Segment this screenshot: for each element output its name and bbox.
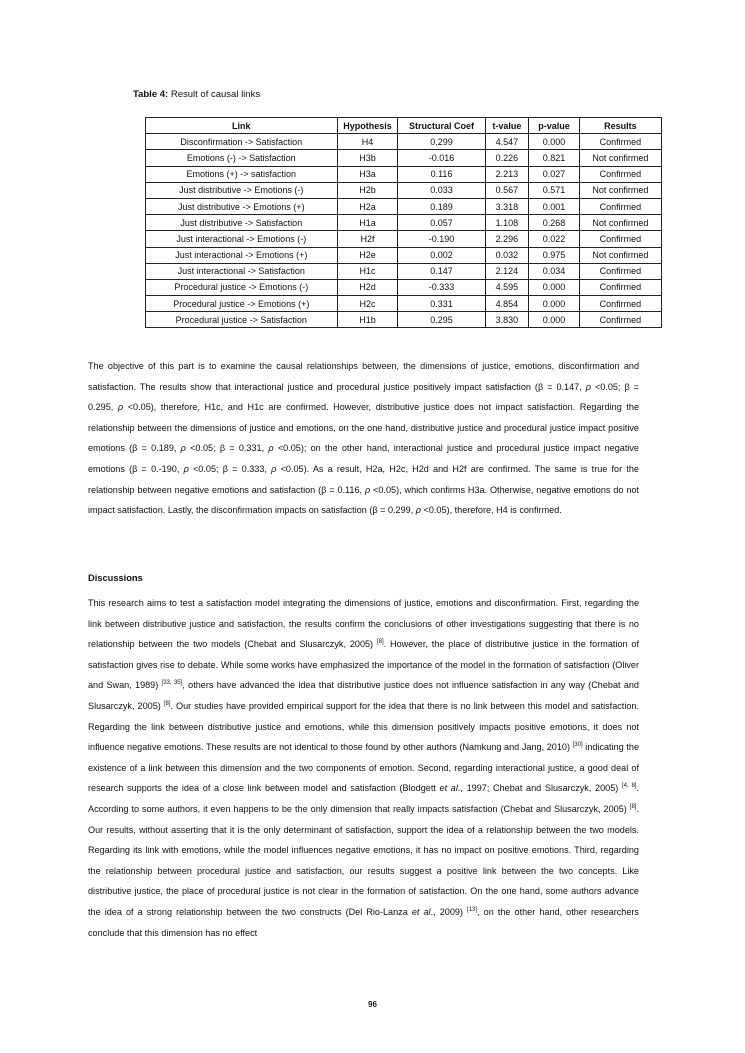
cell-hypothesis: H4 (337, 134, 398, 150)
cell-t-value: 0.567 (485, 182, 529, 198)
cell-result: Not confirmed (579, 150, 661, 166)
rho-symbol: ρ (271, 463, 277, 474)
cell-link: Just interactional -> Emotions (+) (146, 247, 338, 263)
header-p-value: p-value (529, 118, 580, 134)
text-run: This research aims to test a satisfaction model integrating the dimensions of justice, emotions and disconfirmation. First, regarding the link between distributive justice and satisfaction, the results confirm the conclusions of other investigations suggesting that there is no relationship between the two models (Chebat and Slusarczyk, 2005) (88, 598, 639, 650)
header-hypothesis: Hypothesis (337, 118, 398, 134)
discussion-paragraph (88, 593, 639, 943)
cell-link: Just interactional -> Emotions (-) (146, 231, 338, 247)
cell-link: Emotions (-) -> Satisfaction (146, 150, 338, 166)
text-run: <0.05), therefore, H1c, and H1c are confirmed. However, distributive justice does not impact satisfaction. Regarding the relationship between the dimensions of justice and emotions, on the one hand, distributive justice and procedural justice impact positive emotions (β = 0.189, (88, 402, 640, 454)
cell-result: Confirmed (579, 279, 661, 295)
citation-ref: [4, 8] (621, 783, 637, 790)
cell-structural-coef: 0.033 (398, 182, 485, 198)
cell-structural-coef: 0.189 (398, 198, 485, 214)
cell-result: Not confirmed (579, 215, 661, 231)
cell-result: Confirmed (579, 166, 661, 182)
rho-symbol: ρ (585, 381, 591, 392)
citation-ref: [8] (629, 803, 637, 810)
text-run: . According to some authors, it even happens to be the only dimension that really impacts satisfaction (Chebat and Slusarczyk, 2005) (88, 783, 640, 814)
cell-hypothesis: H2a (337, 198, 398, 214)
cell-hypothesis: H2b (337, 182, 398, 198)
text-run: ., 2009) (430, 906, 468, 917)
cell-p-value: 0.000 (529, 312, 580, 328)
table-row (146, 312, 662, 328)
cell-structural-coef: -0.190 (398, 231, 485, 247)
table-caption-label: Table 4: (133, 89, 169, 100)
text-run: The objective of this part is to examine the causal relationships between, the dimensions of justice, emotions, disconfirmation and satisfaction. The results show that interactional justice and procedural justice positively impact satisfaction (β = 0.147, (88, 361, 639, 392)
header-link: Link (146, 118, 338, 134)
text-run: <0.05); on the other hand, interactional justice and procedural justice impact negative emotions (β = 0.-190, (88, 443, 639, 474)
table-caption-text: Result of causal links (168, 89, 261, 100)
table-body (146, 134, 662, 328)
table-row (146, 215, 662, 231)
cell-result: Confirmed (579, 263, 661, 279)
cell-structural-coef: 0.299 (398, 134, 485, 150)
cell-structural-coef: -0.333 (398, 279, 485, 295)
cell-p-value: 0.000 (529, 279, 580, 295)
cell-p-value: 0.001 (529, 198, 580, 214)
cell-hypothesis: H1b (337, 312, 398, 328)
text-run: ., 1997; Chebat and Slusarczyk, 2005) (457, 783, 622, 794)
cell-t-value: 3.318 (485, 198, 529, 214)
text-run: . Our studies have provided empirical support for the idea that there is no link between this model and satisfaction. Regarding the link between distributive justice and emotions, while this dimension positively impacts positive emotions, it does not influence negative emotions. These results are not identical to those found by other authors (Namkung and Jang, 2010) (88, 700, 639, 753)
text-run: <0.05; β = 0.331, (185, 443, 269, 454)
cell-t-value: 0.226 (485, 150, 529, 166)
text-run: indicating the existence of a link between this dimension and the two components of emotion. Second, regarding interactional justice, a good deal of research supports the idea of a close link between model and satisfaction (Blodgett (88, 742, 639, 794)
table-row (146, 182, 662, 198)
text-run: <0.05), which confirms H3a. Otherwise, negative emotions do not impact satisfaction. Lastly, the disconfirmation impacts on satisfaction (β = 0.299, (88, 484, 639, 516)
paragraph-text (88, 356, 639, 521)
rho-symbol: ρ (268, 443, 274, 454)
cell-structural-coef: -0.016 (398, 150, 485, 166)
text-run: <0.05; β = 0.333, (188, 463, 272, 474)
table-row (146, 150, 662, 166)
italic-run: et al (411, 906, 431, 917)
rho-symbol: ρ (180, 443, 186, 454)
section-heading: Discussions (88, 573, 143, 583)
cell-t-value: 4.854 (485, 296, 529, 312)
cell-structural-coef: 0.295 (398, 312, 485, 328)
cell-t-value: 1.108 (485, 215, 529, 231)
citation-ref: [30] (572, 742, 583, 749)
table-row (146, 296, 662, 312)
table-row (146, 231, 662, 247)
table-header-row (146, 118, 662, 134)
table-row (146, 166, 662, 182)
cell-p-value: 0.000 (529, 134, 580, 150)
cell-structural-coef: 0.116 (398, 166, 485, 182)
citation-ref: [8] (163, 700, 171, 707)
cell-link: Disconfirmation -> Satisfaction (146, 134, 338, 150)
citation-ref: [8] (376, 639, 384, 646)
text-run: <0.05). As a result, H2a, H2c, H2d and H2f are confirmed. The same is true for the relationship between negative emotions and satisfaction (β = 0.116, (88, 463, 639, 495)
text-run: <0.05), therefore, H4 is confirmed. (421, 505, 562, 516)
cell-link: Just distributive -> Emotions (-) (146, 182, 338, 198)
cell-result: Confirmed (579, 198, 661, 214)
text-run: , on the other hand, other researchers conclude that this dimension has no effect (88, 906, 639, 938)
cell-t-value: 3.830 (485, 312, 529, 328)
rho-symbol: ρ (415, 505, 422, 516)
cell-hypothesis: H2e (337, 247, 398, 263)
text-run: . Our results, without asserting that it is the only determinant of satisfaction, support the idea of a relationship between the two models. Regarding its link with emotions, while the model influences negative emotions, it has no impact on positive emotions. Third, regarding the relationship between procedural justice and satisfaction, our results suggest a positive link between the two concepts. Like distributive justice, the place of procedural justice is not clear in the formation of satisfaction. On the one hand, some authors advance the idea of a strong relationship between the two constructs (Del Rio-Lanza (88, 803, 639, 917)
cell-link: Emotions (+) -> satisfaction (146, 166, 338, 182)
italic-run: et al (439, 783, 458, 794)
cell-link: Procedural justice -> Satisfaction (146, 312, 338, 328)
table-row (146, 247, 662, 263)
cell-p-value: 0.000 (529, 296, 580, 312)
cell-structural-coef: 0.002 (398, 247, 485, 263)
text-run: , others have advanced the idea that distributive justice does not influence satisfaction in any way (Chebat and Slusarczyk, 2005) (88, 680, 639, 711)
cell-result: Confirmed (579, 134, 661, 150)
text-run: <0.05; β = 0.295, (88, 381, 639, 413)
cell-result: Confirmed (579, 231, 661, 247)
cell-p-value: 0.022 (529, 231, 580, 247)
cell-p-value: 0.821 (529, 150, 580, 166)
header-t-value: t-value (485, 118, 529, 134)
cell-link: Procedural justice -> Emotions (-) (146, 279, 338, 295)
cell-p-value: 0.571 (529, 182, 580, 198)
cell-t-value: 2.213 (485, 166, 529, 182)
cell-hypothesis: H1c (337, 263, 398, 279)
table-row (146, 263, 662, 279)
cell-link: Just distributive -> Emotions (+) (146, 198, 338, 214)
citation-ref: [33, 35] (161, 680, 183, 687)
cell-hypothesis: H2c (337, 296, 398, 312)
header-structural-coef: Structural Coef (398, 118, 485, 134)
table-row (146, 134, 662, 150)
header-results: Results (579, 118, 661, 134)
results-paragraph (88, 356, 639, 521)
table-row (146, 279, 662, 295)
cell-t-value: 2.124 (485, 263, 529, 279)
cell-p-value: 0.268 (529, 215, 580, 231)
cell-link: Just interactional -> Satisfaction (146, 263, 338, 279)
cell-p-value: 0.975 (529, 247, 580, 263)
cell-hypothesis: H2d (337, 279, 398, 295)
rho-symbol: ρ (183, 463, 189, 474)
citation-ref: [13] (467, 906, 478, 913)
cell-link: Just distributive -> Satisfaction (146, 215, 338, 231)
table-caption (133, 89, 260, 100)
cell-structural-coef: 0.147 (398, 263, 485, 279)
cell-result: Confirmed (579, 296, 661, 312)
cell-structural-coef: 0.057 (398, 215, 485, 231)
page-number: 96 (368, 1000, 377, 1009)
cell-hypothesis: H3b (337, 150, 398, 166)
cell-link: Procedural justice -> Emotions (+) (146, 296, 338, 312)
text-run: . However, the place of distributive justice in the formation of satisfaction gives rise to debate. While some works have emphasized the importance of the model in the formation of satisfaction (Oliver and Swan, 1989) (88, 639, 639, 691)
cell-result: Confirmed (579, 312, 661, 328)
rho-symbol: ρ (117, 402, 124, 413)
cell-t-value: 4.595 (485, 279, 529, 295)
results-table (145, 117, 662, 328)
cell-p-value: 0.027 (529, 166, 580, 182)
cell-hypothesis: H3a (337, 166, 398, 182)
cell-t-value: 2.296 (485, 231, 529, 247)
table-row (146, 198, 662, 214)
cell-p-value: 0.034 (529, 263, 580, 279)
cell-hypothesis: H2f (337, 231, 398, 247)
cell-result: Not confirmed (579, 182, 661, 198)
cell-hypothesis: H1a (337, 215, 398, 231)
cell-t-value: 4.547 (485, 134, 529, 150)
cell-structural-coef: 0.331 (398, 296, 485, 312)
rho-symbol: ρ (364, 484, 371, 495)
paragraph-text (88, 593, 639, 943)
cell-t-value: 0.032 (485, 247, 529, 263)
cell-result: Not confirmed (579, 247, 661, 263)
